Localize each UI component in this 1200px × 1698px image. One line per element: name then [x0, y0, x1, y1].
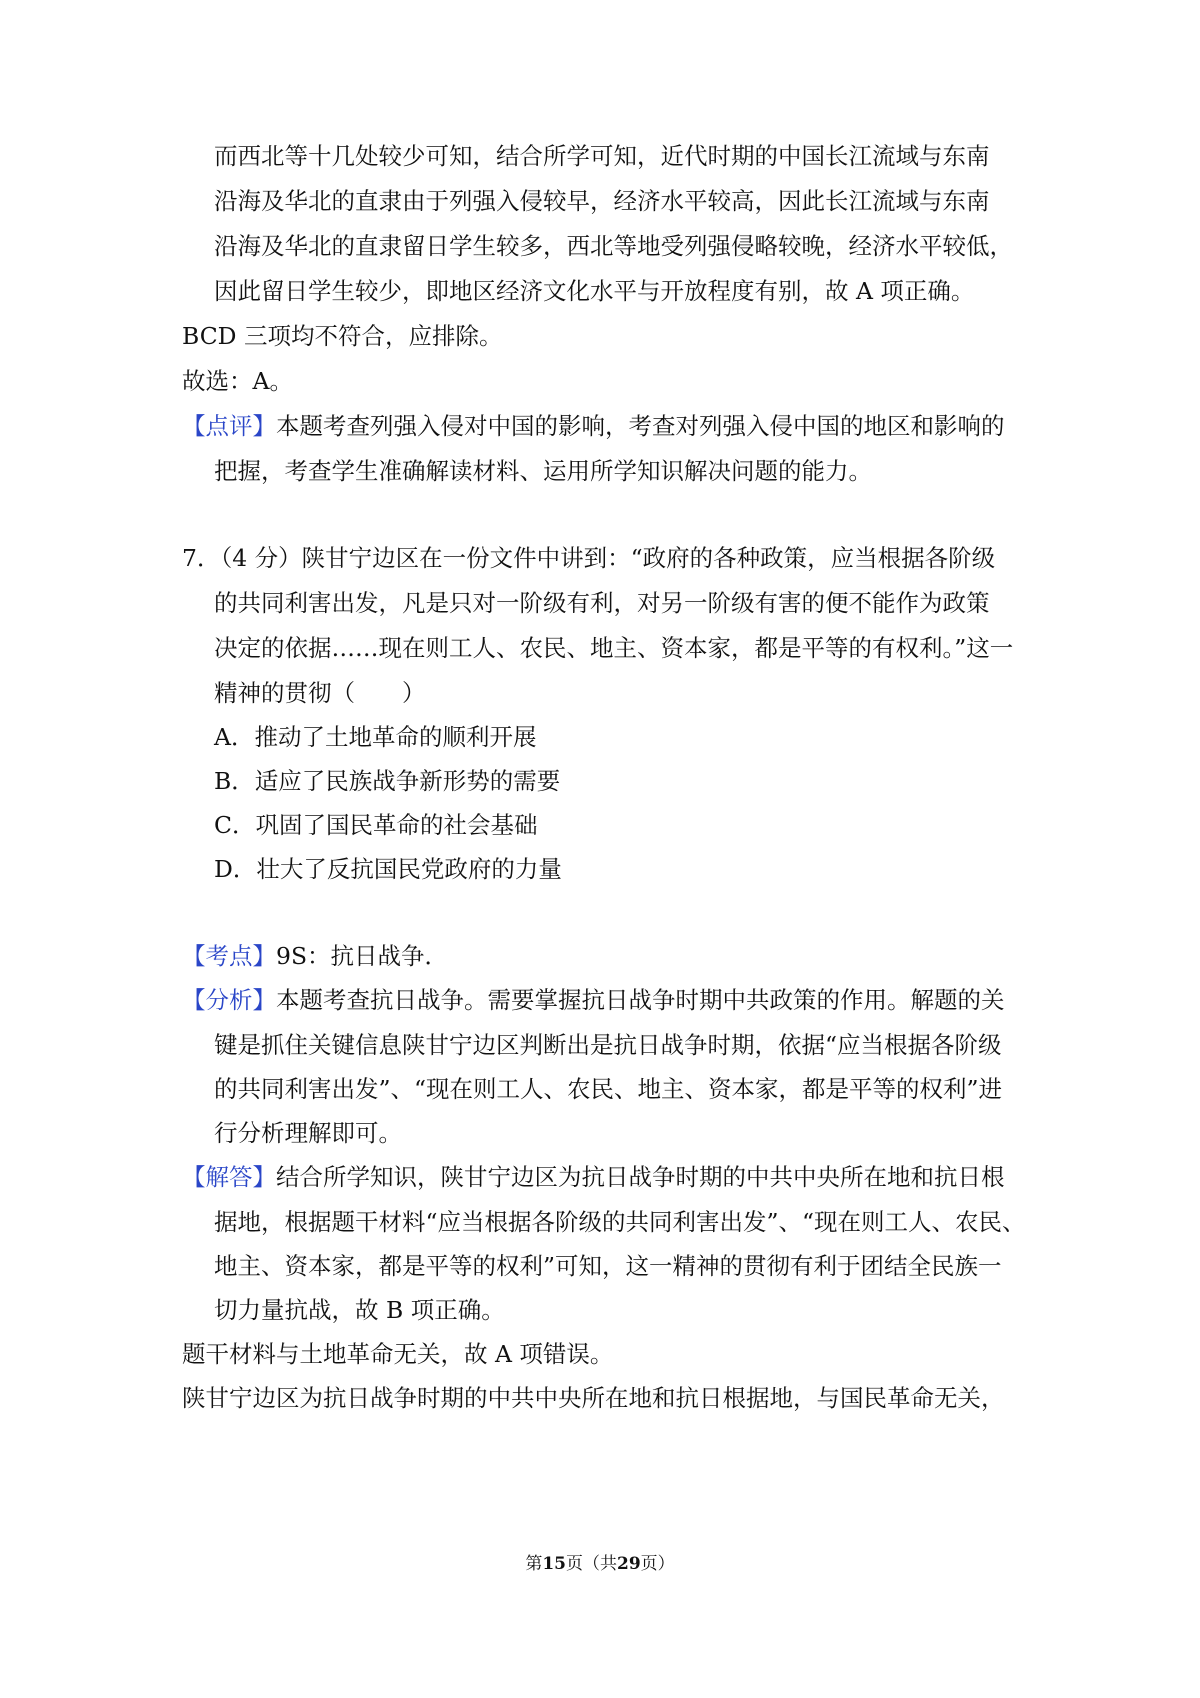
footer-middle: 页（共 [566, 1554, 617, 1574]
question-stem-line: 决定的依据……现在则工人、农民、地主、资本家，都是平等的有权利。”这一 [214, 634, 1014, 662]
kaodian-paragraph [182, 941, 448, 971]
text-line: 因此留日学生较少，即地区经济文化水平与开放程度有别，故 A 项正确。 [214, 277, 975, 305]
footer-suffix: 页） [640, 1554, 675, 1574]
text-line: 把握，考查学生准确解读材料、运用所学知识解决问题的能力。 [214, 457, 872, 485]
review-text: 本题考查列强入侵对中国的影响，考查对列强入侵中国的地区和影响的 [276, 412, 1005, 440]
review-paragraph [182, 411, 1005, 441]
text-line: 而西北等十几处较少可知，结合所学可知，近代时期的中国长江流域与东南 [214, 142, 990, 170]
question-stem: 7．（4 分）陕甘宁边区在一份文件中讲到：“政府的各种政策，应当根据各阶级 [182, 544, 996, 572]
text-line: 行分析理解即可。 [214, 1119, 402, 1147]
jieda-paragraph [182, 1162, 1005, 1192]
footer-page-number: 15 [542, 1554, 566, 1574]
text-line: 的共同利害出发”、“现在则工人、农民、地主、资本家，都是平等的权利”进 [214, 1075, 1003, 1103]
option-c: C．巩固了国民革命的社会基础 [214, 811, 538, 839]
option-a: A．推动了土地革命的顺利开展 [214, 723, 537, 751]
page-footer [0, 1553, 1200, 1575]
text-line: 沿海及华北的直隶留日学生较多，西北等地受列强侵略较晚，经济水平较低， [214, 232, 1013, 260]
text-line: 题干材料与土地革命无关，故 A 项错误。 [182, 1340, 614, 1368]
text-line: 沿海及华北的直隶由于列强入侵较早，经济水平较高，因此长江流域与东南 [214, 187, 990, 215]
fenxi-paragraph [182, 985, 1005, 1015]
review-tag: 【点评】 [182, 412, 276, 440]
option-b: B．适应了民族战争新形势的需要 [214, 767, 561, 795]
text-line: 地主、资本家，都是平等的权利”可知，这一精神的贯彻有利于团结全民族一 [214, 1252, 1002, 1280]
fenxi-tag: 【分析】 [182, 986, 276, 1014]
jieda-tag: 【解答】 [182, 1163, 276, 1191]
answer-line: 故选：A。 [182, 367, 293, 395]
text-line: BCD 三项均不符合，应排除。 [182, 322, 503, 350]
fenxi-text: 本题考查抗日战争。需要掌握抗日战争时期中共政策的作用。解题的关 [276, 986, 1005, 1014]
footer-prefix: 第 [525, 1554, 543, 1574]
question-stem-line: 精神的贯彻（ ） [214, 679, 426, 707]
kaodian-text: 9S：抗日战争． [276, 942, 449, 970]
jieda-text: 结合所学知识，陕甘宁边区为抗日战争时期的中共中央所在地和抗日根 [276, 1163, 1005, 1191]
text-line: 陕甘宁边区为抗日战争时期的中共中央所在地和抗日根据地，与国民革命无关， [182, 1384, 1005, 1412]
kaodian-tag: 【考点】 [182, 942, 276, 970]
question-stem-line: 的共同利害出发，凡是只对一阶级有利，对另一阶级有害的便不能作为政策 [214, 589, 990, 617]
option-d: D．壮大了反抗国民党政府的力量 [214, 855, 562, 883]
text-line: 键是抓住关键信息陕甘宁边区判断出是抗日战争时期，依据“应当根据各阶级 [214, 1031, 1002, 1059]
text-line: 据地，根据题干材料“应当根据各阶级的共同利害出发”、“现在则工人、农民、 [214, 1208, 1026, 1236]
footer-total-pages: 29 [617, 1554, 641, 1574]
text-line: 切力量抗战，故 B 项正确。 [214, 1296, 505, 1324]
